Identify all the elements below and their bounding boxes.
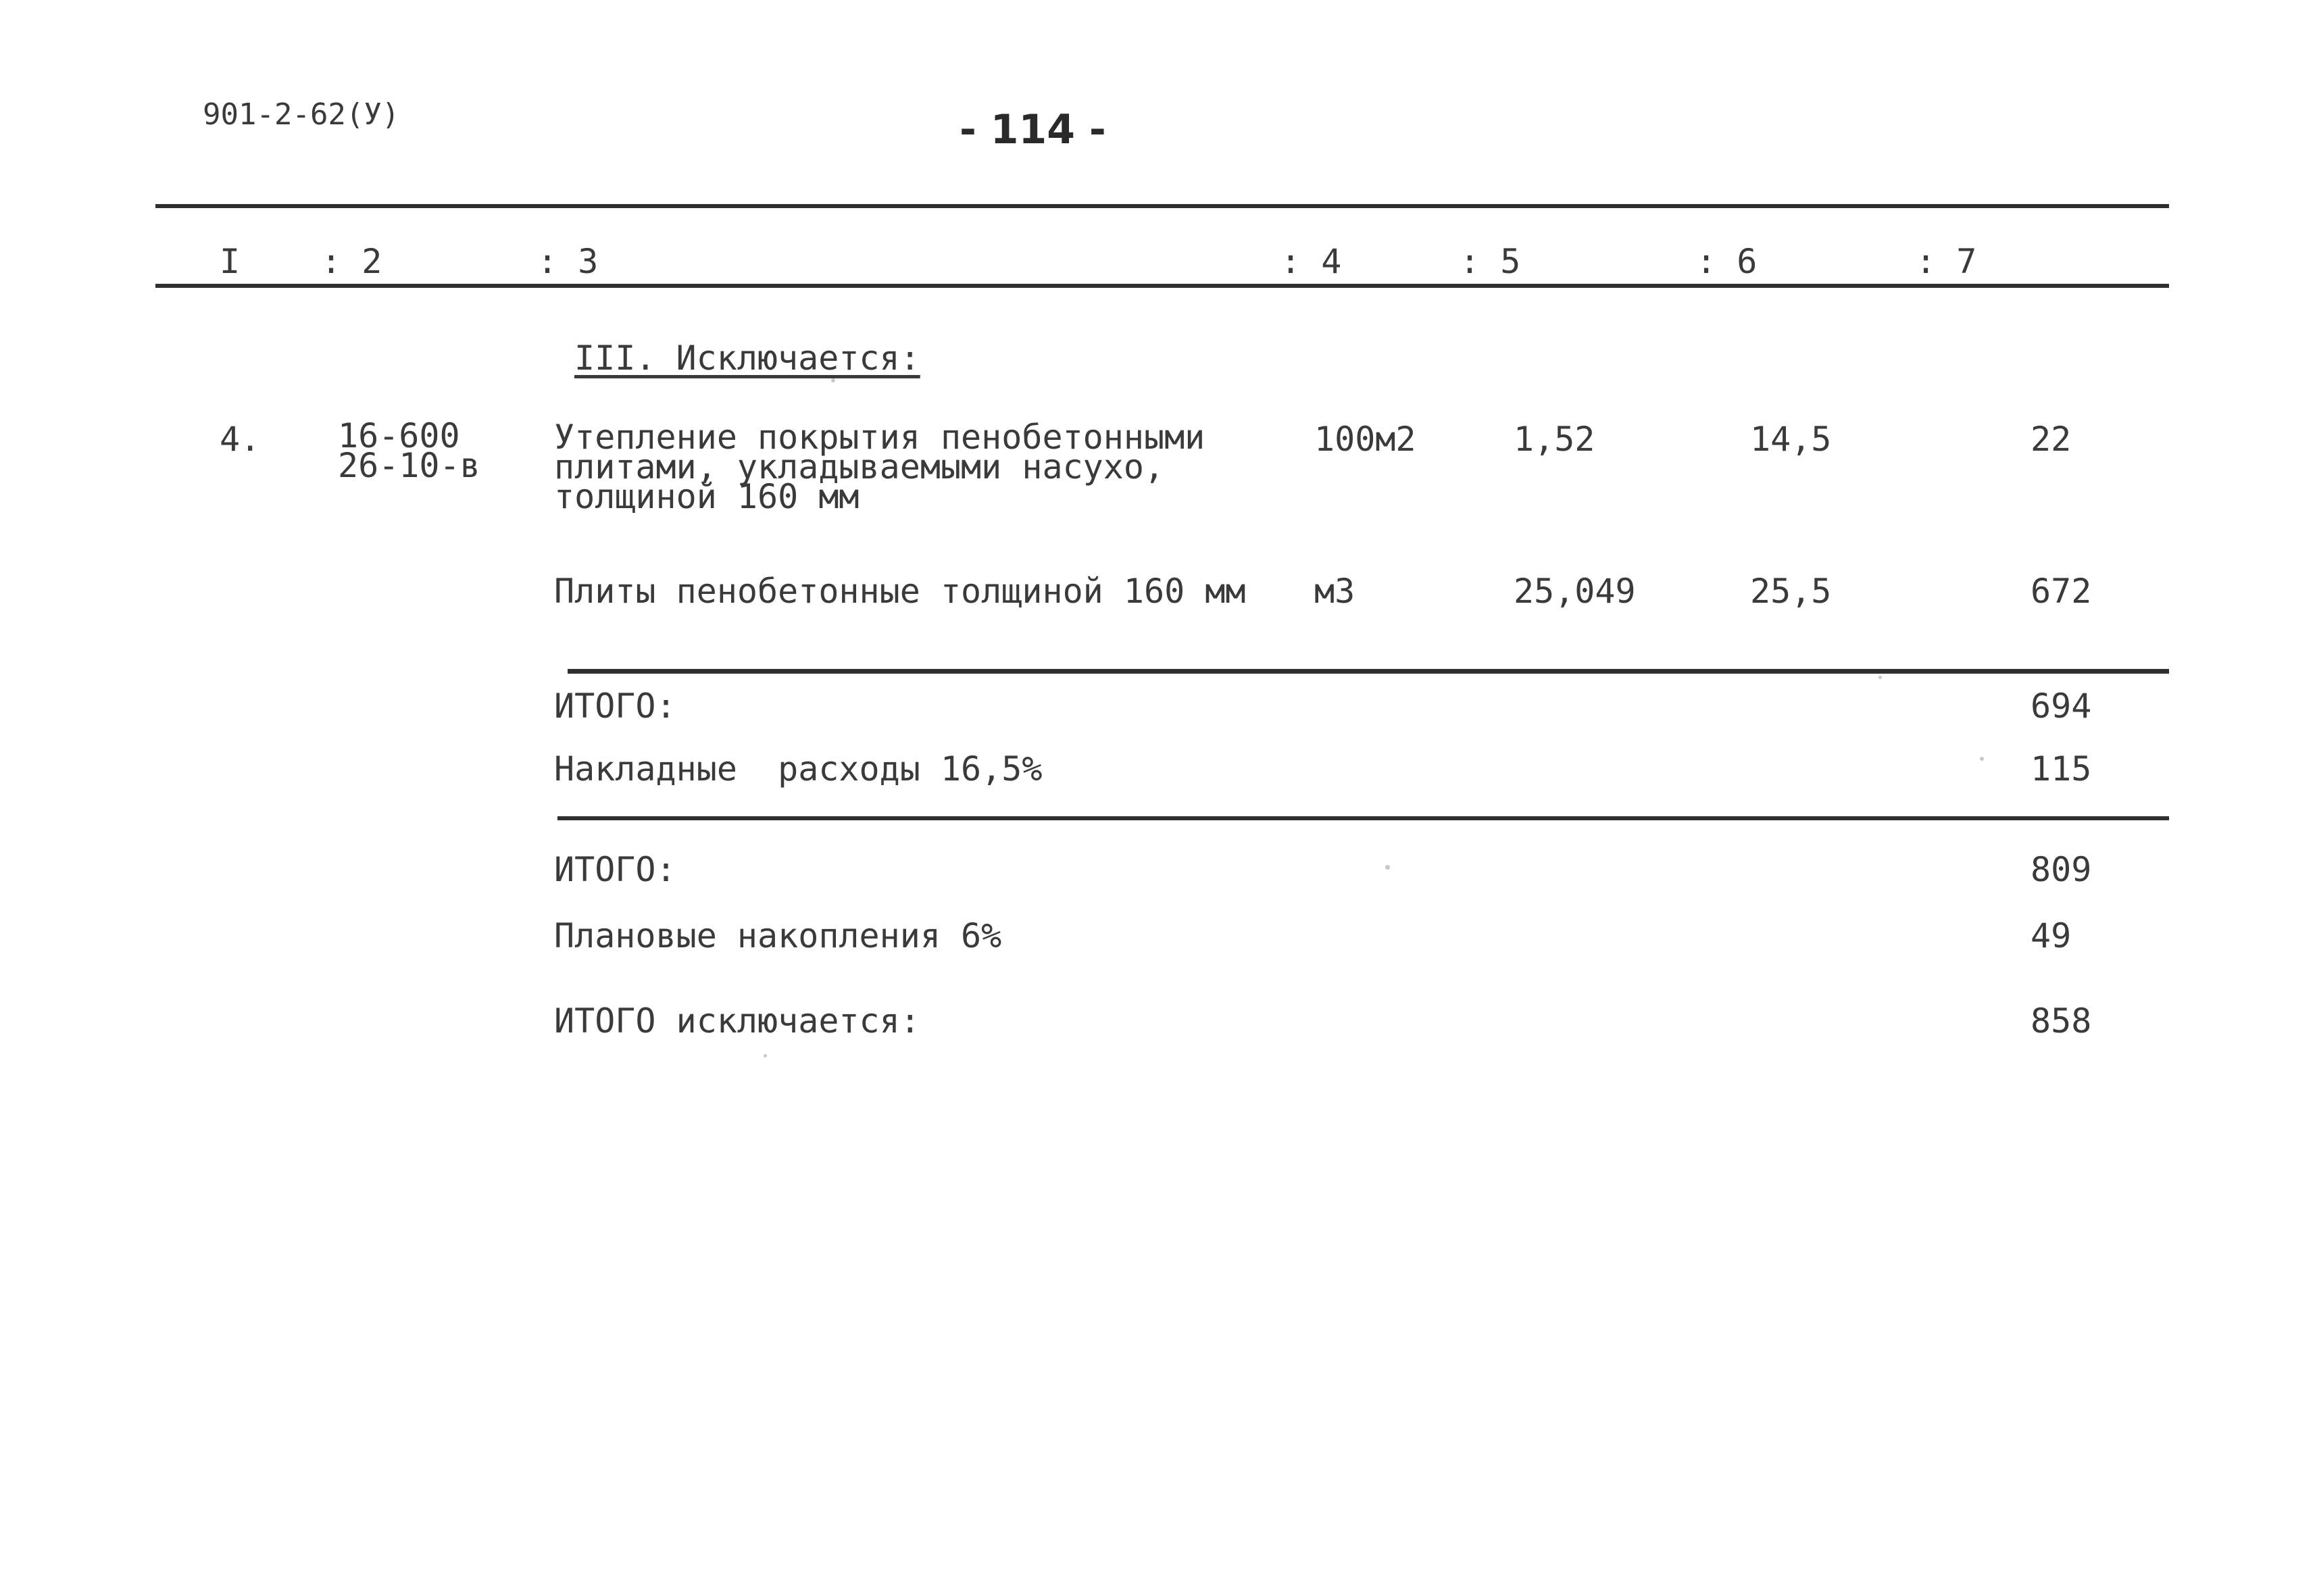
overhead-label: Накладные расходы 16,5% xyxy=(554,749,1043,789)
row-description: Утепление покрытия пенобетонными плитами, укладываемыми насухо, толщиной 160 мм xyxy=(554,418,1205,516)
total-value: 809 xyxy=(2031,850,2092,889)
overhead-value: 115 xyxy=(2031,749,2092,789)
column-header-5: : 5 xyxy=(1460,242,1521,281)
row-price: 25,5 xyxy=(1750,572,1832,611)
page-number: - 114 - xyxy=(960,106,1106,153)
subtotal-rule xyxy=(568,669,2169,674)
row-unit: 100м2 xyxy=(1314,420,1416,459)
row-description: Плиты пенобетонные толщиной 160 мм xyxy=(554,572,1246,611)
column-header-4: : 4 xyxy=(1280,242,1342,281)
scan-speck xyxy=(1980,757,1984,761)
total-value: 694 xyxy=(2031,687,2092,726)
planned-savings-label: Плановые накопления 6% xyxy=(554,916,1002,955)
row-total: 22 xyxy=(2031,420,2072,459)
header-top-rule xyxy=(155,204,2169,208)
scan-speck xyxy=(1878,676,1882,679)
scan-speck xyxy=(831,378,835,382)
header-bottom-rule xyxy=(155,284,2169,288)
grand-total-value: 858 xyxy=(2031,1001,2092,1041)
column-header-2: : 2 xyxy=(321,242,382,281)
subtotal-rule xyxy=(557,816,2169,820)
row-total: 672 xyxy=(2031,572,2092,611)
document-code: 901-2-62(У) xyxy=(203,97,400,132)
row-quantity: 25,049 xyxy=(1514,572,1636,611)
row-quantity: 1,52 xyxy=(1514,420,1595,459)
grand-total-label: ИТОГО исключается: xyxy=(554,1001,920,1041)
column-header-6: : 6 xyxy=(1696,242,1758,281)
row-code: 16-600 26-10-в xyxy=(338,416,480,485)
scan-speck xyxy=(1385,865,1390,870)
scan-speck xyxy=(764,1054,767,1057)
column-header-3: : 3 xyxy=(537,242,599,281)
row-unit: м3 xyxy=(1314,572,1355,611)
total-label: ИТОГО: xyxy=(554,687,676,726)
planned-savings-value: 49 xyxy=(2031,916,2072,955)
row-number: 4. xyxy=(220,420,261,459)
column-header-7: : 7 xyxy=(1916,242,1977,281)
column-header-1: I xyxy=(220,242,241,281)
total-label: ИТОГО: xyxy=(554,850,676,889)
row-price: 14,5 xyxy=(1750,420,1832,459)
section-title: III. Исключается: xyxy=(574,339,920,378)
